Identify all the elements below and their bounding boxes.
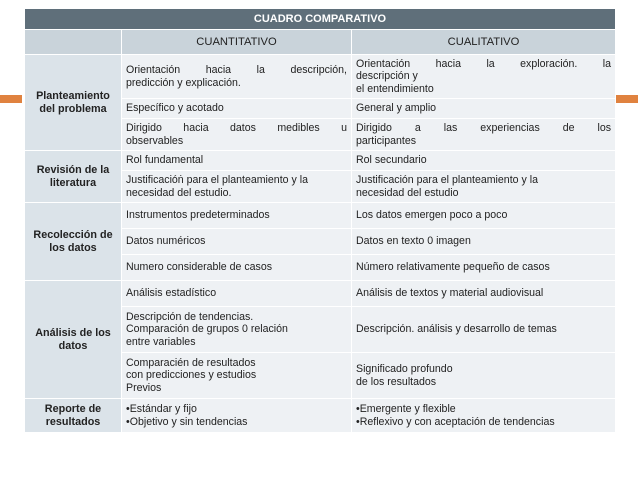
cell-cualitativo: Dirigido a las experiencias de los participantes xyxy=(352,119,616,151)
cell-cuantitativo: Rol fundamental xyxy=(122,151,352,171)
header-corner xyxy=(25,30,122,55)
table-title: CUADRO COMPARATIVO xyxy=(25,9,616,30)
title-row xyxy=(25,9,616,30)
table-row xyxy=(25,281,616,307)
table-row xyxy=(25,399,616,433)
row-header-planteamiento: Planteamiento del problema xyxy=(25,55,122,151)
row-header-analisis: Análisis de los datos xyxy=(25,281,122,399)
accent-bar-right xyxy=(616,95,638,103)
cell-cuantitativo: Orientación hacia la descripción, predicción y explicación. xyxy=(122,55,352,99)
cell-cuantitativo: Análisis estadístico xyxy=(122,281,352,307)
cell-cuantitativo: Descripción de tendencias. Comparación de grupos 0 relación entre variables xyxy=(122,307,352,353)
table-row xyxy=(25,203,616,229)
cell-cuantitativo: Datos numéricos xyxy=(122,229,352,255)
row-header-reporte: Reporte de resultados xyxy=(25,399,122,433)
cell-cualitativo: Número relativamente pequeño de casos xyxy=(352,255,616,281)
cell-cuantitativo: Comparacién de resultados con predicciones y estudios Previos xyxy=(122,353,352,399)
cell-cualitativo: •Emergente y flexible •Reflexivo y con aceptación de tendencias xyxy=(352,399,616,433)
cell-cualitativo: General y amplio xyxy=(352,99,616,119)
cell-cualitativo: Justificación para el planteamiento y la necesidad del estudio xyxy=(352,171,616,203)
cell-cualitativo: Significado profundo de los resultados xyxy=(352,353,616,399)
cell-cualitativo: Datos en texto 0 imagen xyxy=(352,229,616,255)
cell-cuantitativo: Justificacióṅ para el planteamiento y la necesidad del estudio. xyxy=(122,171,352,203)
column-header-cualitativo: CUALITATIVO xyxy=(352,30,616,55)
row-header-revision: Revisión de la literatura xyxy=(25,151,122,203)
comparison-table xyxy=(24,8,616,433)
cell-cualitativo: Descripción. análisis y desarrollo de temas xyxy=(352,307,616,353)
column-header-cuantitativo: CUANTITATIVO xyxy=(122,30,352,55)
cell-cuantitativo: Instrumentos predeterminados xyxy=(122,203,352,229)
cell-cuantitativo: Numero considerable de casos xyxy=(122,255,352,281)
table-row xyxy=(25,151,616,171)
cell-cualitativo: Los datos emergen poco a poco xyxy=(352,203,616,229)
cell-cualitativo: Orientación hacia la exploración. la descripción y el entendimiento xyxy=(352,55,616,99)
cell-cualitativo: Rol secundario xyxy=(352,151,616,171)
table-row xyxy=(25,55,616,99)
header-row xyxy=(25,30,616,55)
cell-cuantitativo: •Estándar y fijo •Objetivo y sin tendencias xyxy=(122,399,352,433)
accent-bar-left xyxy=(0,95,22,103)
cell-cuantitativo: Dirigido hacia datos medibles u observables xyxy=(122,119,352,151)
row-header-recoleccion: Recolección de los datos xyxy=(25,203,122,281)
cell-cuantitativo: Específico y acotado xyxy=(122,99,352,119)
cell-cualitativo: Análisis de textos y material audiovisual xyxy=(352,281,616,307)
